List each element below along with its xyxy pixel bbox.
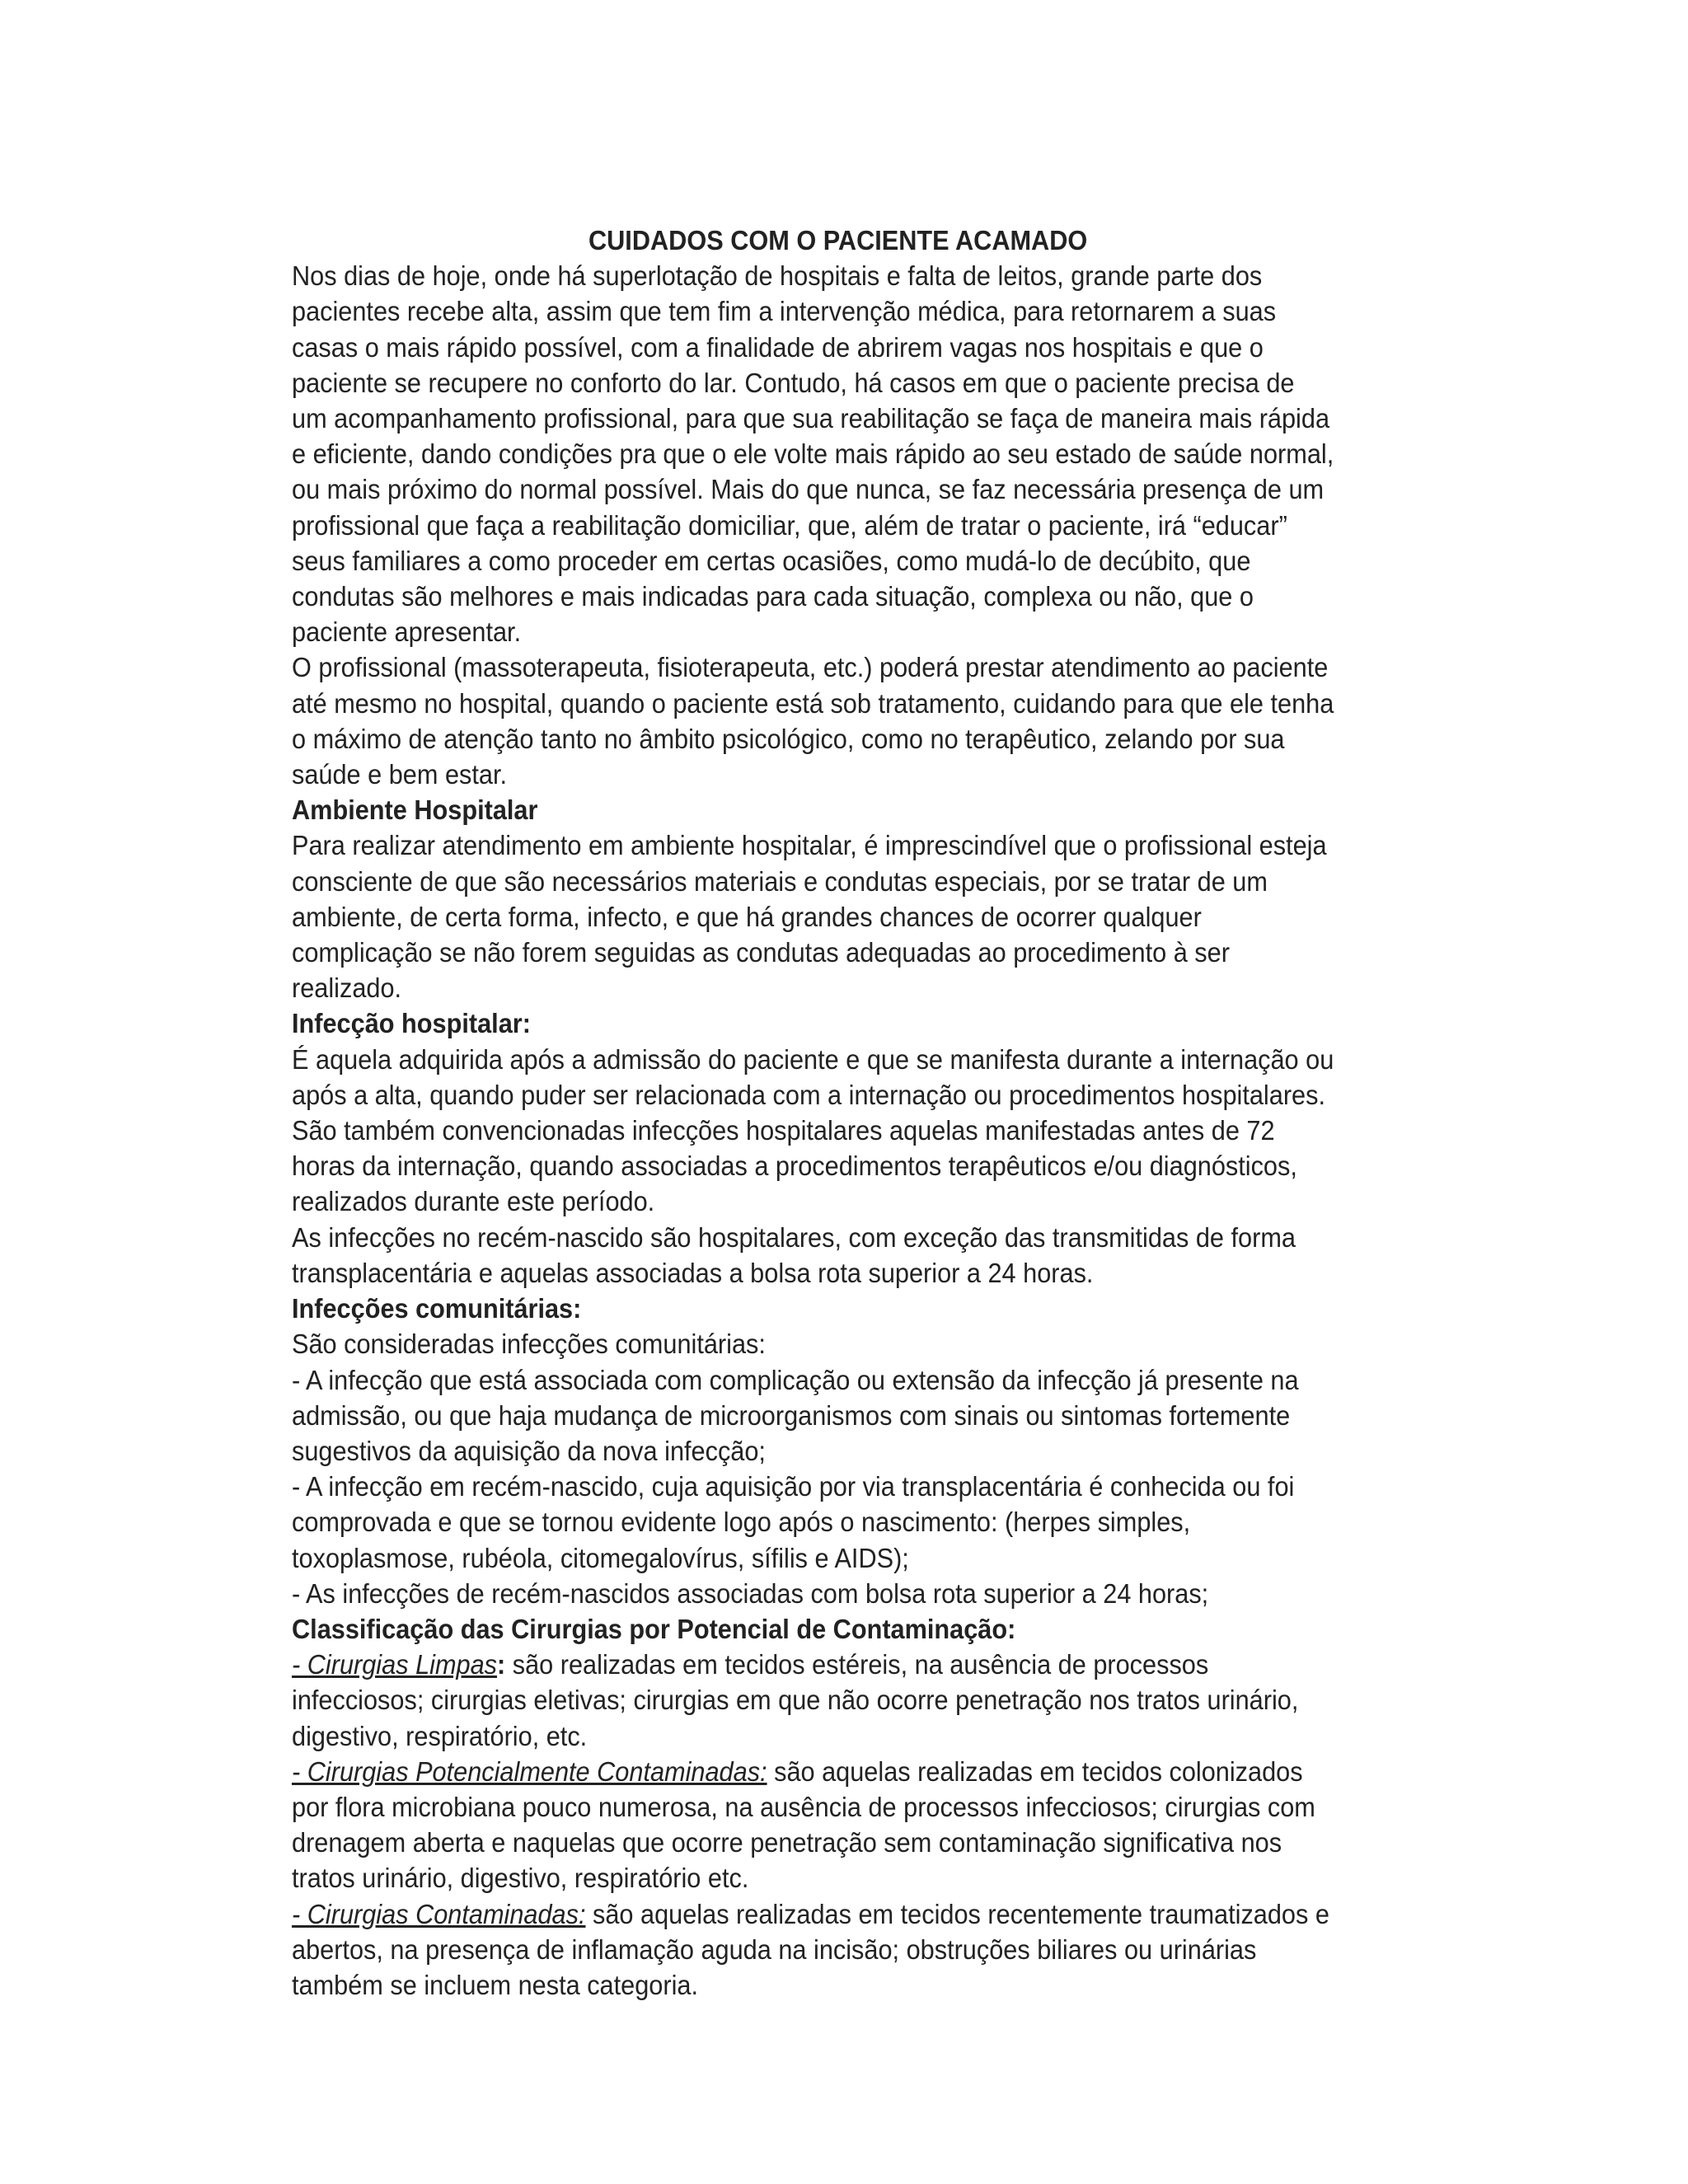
cirurgias-contaminadas-text: são aquelas realizadas em tecidos recentemente traumatizados e abertos, na presença de inflamação aguda na incisão; obstruções biliares ou urinárias também se incluem nesta categoria. [292,1898,1329,2000]
heading-infeccao-hospitalar: Infecção hospitalar: [292,1008,531,1039]
cirurgias-potencialmente-label: - Cirurgias Potencialmente Contaminadas: [292,1755,767,1787]
cirurgias-potencialmente-text: são aquelas realizadas em tecidos colonizados por flora microbiana pouco numerosa, na ausência de processos infecciosos; cirurgias com drenagem aberta e naquelas que ocorre penetração sem contaminação significativa nos tratos urinário, digestivo, respiratório etc. [292,1755,1315,1894]
cirurgias-contaminadas-label: - Cirurgias Contaminadas: [292,1898,586,1929]
infeccao-paragraph-3: As infecções no recém-nascido são hospitalares, com exceção das transmitidas de forma transplacentária e aquelas associadas a bolsa rota superior a 24 horas. [292,1221,1296,1288]
infeccao-paragraph-2: São também convencionadas infecções hospitalares aquelas manifestadas antes de 72 horas da internação, quando associadas a procedimentos terapêuticos e/ou diagnósticos, realizados durante este período. [292,1115,1297,1217]
heading-ambiente-hospitalar: Ambiente Hospitalar [292,794,538,826]
comunitarias-item-1: - A infecção que está associada com complicação ou extensão da infecção já presente na admissão, ou que haja mudança de microorganismos com sinais ou sintomas fortemente sugestivos da aquisição da nova infecção; [292,1364,1299,1466]
cirurgias-limpas [292,1647,1334,1754]
cirurgias-limpas-label: - Cirurgias Limpas [292,1649,498,1680]
cirurgias-limpas-colon: : [497,1649,506,1680]
heading-infeccoes-comunitarias: Infecções comunitárias: [292,1293,582,1324]
page-title: CUIDADOS COM O PACIENTE ACAMADO [588,225,1088,255]
cirurgias-potencialmente-contaminadas [292,1754,1334,1896]
comunitarias-intro: São consideradas infecções comunitárias: [292,1329,766,1360]
cirurgias-limpas-text: são realizadas em tecidos estéreis, na ausência de processos infecciosos; cirurgias eletivas; cirurgias em que não ocorre penetração nos tratos urinário, digestivo, respiratório, etc. [292,1649,1299,1751]
comunitarias-item-3: - As infecções de recém-nascidos associadas com bolsa rota superior a 24 horas; [292,1577,1209,1609]
heading-classificacao-cirurgias: Classificação das Cirurgias por Potencial de Contaminação: [292,1613,1016,1644]
intro-paragraph-1: Nos dias de hoje, onde há superlotação de hospitais e falta de leitos, grande parte dos pacientes recebe alta, assim que tem fim a intervenção médica, para retornarem a suas casas o mais rápido possível, com a finalidade de abrirem vagas nos hospitais e que o paciente se recupere no conforto do lar. Contudo, há casos em que o paciente precisa de um acompanhamento profissional, para que sua reabilitação se faça de maneira mais rápida e eficiente, dando condições pra que o ele volte mais rápido ao seu estado de saúde normal, ou mais próximo do normal possível. Mais do que nunca, se faz necessária presença de um profissional que faça a reabilitação domiciliar, que, além de tratar o paciente, irá “educar” seus familiares a como proceder em certas ocasiões, como mudá-lo de decúbito, que condutas são melhores e mais indicadas para cada situação, complexa ou não, que o paciente apresentar. [292,260,1334,648]
cirurgias-contaminadas [292,1896,1334,2004]
infeccao-paragraph-1: É aquela adquirida após a admissão do paciente e que se manifesta durante a internação ou após a alta, quando puder ser relacionada com a internação ou procedimentos hospitalares. [292,1043,1334,1110]
comunitarias-item-2: - A infecção em recém-nascido, cuja aquisição por via transplacentária é conhecida ou foi comprovada e que se tornou evidente logo após o nascimento: (herpes simples, toxoplasmose, rubéola, citomegalovírus, sífilis e AIDS); [292,1471,1295,1573]
document-page [292,223,1334,2003]
ambiente-paragraph: Para realizar atendimento em ambiente hospitalar, é imprescindível que o profissional esteja consciente de que são necessários materiais e condutas especiais, por se tratar de um ambiente, de certa forma, infecto, e que há grandes chances de ocorrer qualquer complicação se não forem seguidas as condutas adequadas ao procedimento à ser realizado. [292,830,1327,1004]
intro-paragraph-2: O profissional (massoterapeuta, fisioterapeuta, etc.) poderá prestar atendimento ao paciente até mesmo no hospital, quando o paciente está sob tratamento, cuidando para que ele tenha o máximo de atenção tanto no âmbito psicológico, como no terapêutico, zelando por sua saúde e bem estar. [292,652,1334,790]
